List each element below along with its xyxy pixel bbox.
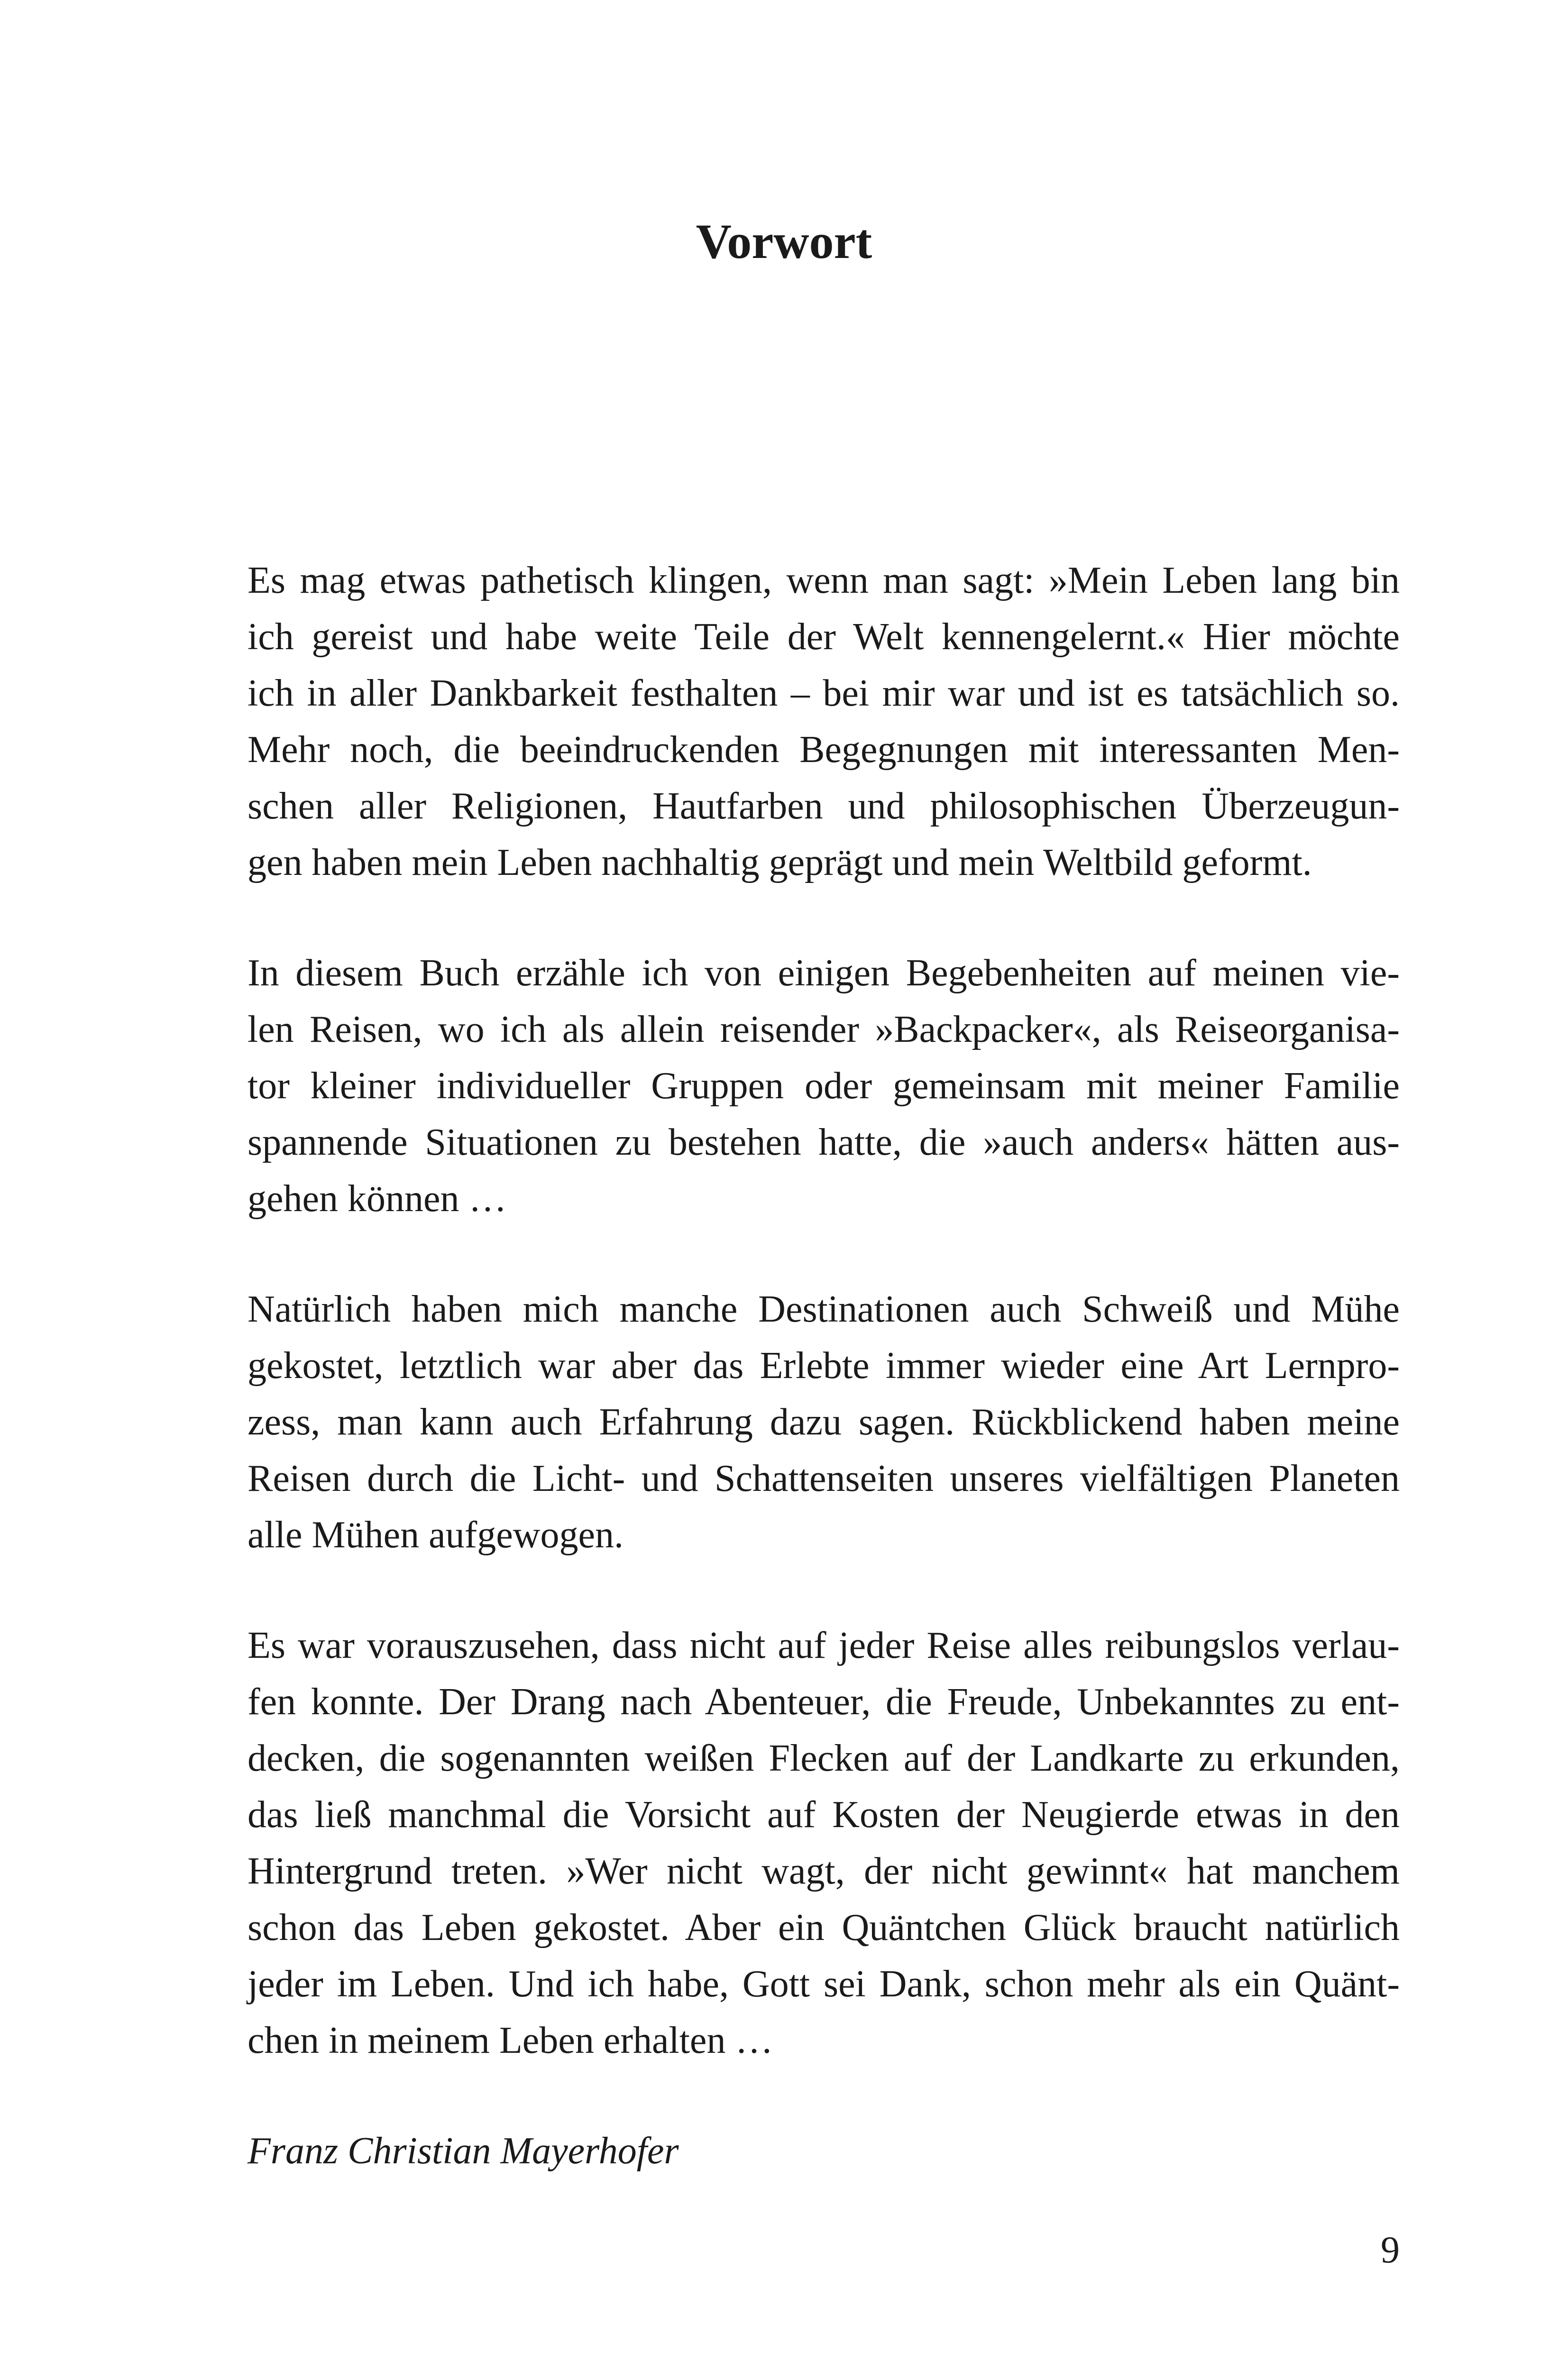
paragraph-4 (248, 1617, 1400, 2069)
text-line: chen in meinem Leben erhalten … (248, 2020, 773, 2061)
paragraph-2 (248, 945, 1400, 1227)
text-line: gehen können … (248, 1178, 507, 1220)
text-line: ich in aller Dankbarkeit festhalten – bei mir war und ist es tatsächlich so. (248, 672, 1400, 714)
text-line: jeder im Leben. Und ich habe, Gott sei Dank, schon mehr als ein Quänt- (248, 1963, 1400, 2005)
paragraph-1 (248, 552, 1400, 891)
author-signature: Franz Christian Mayerhofer (248, 2130, 679, 2172)
text-line: Hintergrund treten. »Wer nicht wagt, der nicht gewinnt« hat manchem (248, 1850, 1400, 1892)
text-line: gekostet, letztlich war aber das Erlebte immer wieder eine Art Lernpro- (248, 1345, 1400, 1387)
page-title: Vorwort (696, 214, 872, 269)
text-line: len Reisen, wo ich als allein reisender »Backpacker«, als Reiseorganisa- (248, 1009, 1400, 1050)
text-line: schen aller Religionen, Hautfarben und philosophischen Überzeugun- (248, 785, 1400, 827)
text-line: zess, man kann auch Erfahrung dazu sagen. Rückblickend haben meine (248, 1401, 1400, 1443)
text-line: Natürlich haben mich manche Destinationen auch Schweiß und Mühe (248, 1288, 1400, 1330)
text-line: Es war vorauszusehen, dass nicht auf jeder Reise alles reibungslos verlau- (248, 1625, 1400, 1666)
paragraph-3 (248, 1281, 1400, 1563)
text-line: spannende Situationen zu bestehen hatte, die »auch anders« hätten aus- (248, 1121, 1400, 1163)
text-line: In diesem Buch erzähle ich von einigen Begebenheiten auf meinen vie- (248, 952, 1400, 994)
text-line: fen konnte. Der Drang nach Abenteuer, die Freude, Unbekanntes zu ent- (248, 1681, 1400, 1723)
body-text (248, 552, 1400, 2179)
text-line: gen haben mein Leben nachhaltig geprägt und mein Weltbild geformt. (248, 842, 1312, 883)
text-line: Reisen durch die Licht- und Schattenseiten unseres vielfältigen Planeten (248, 1458, 1400, 1499)
page-number: 9 (1381, 2229, 1400, 2271)
text-line: Mehr noch, die beeindruckenden Begegnungen mit interessanten Men- (248, 729, 1400, 771)
text-line: decken, die sogenannten weißen Flecken auf der Landkarte zu erkunden, (248, 1737, 1400, 1779)
text-line: ich gereist und habe weite Teile der Welt kennengelernt.« Hier möchte (248, 616, 1400, 658)
text-line: alle Mühen aufgewogen. (248, 1514, 624, 1556)
text-line: Es mag etwas pathetisch klingen, wenn man sagt: »Mein Leben lang bin (248, 560, 1400, 601)
text-line: tor kleiner individueller Gruppen oder gemeinsam mit meiner Familie (248, 1065, 1400, 1107)
text-line: das ließ manchmal die Vorsicht auf Kosten der Neugierde etwas in den (248, 1794, 1400, 1836)
text-line: schon das Leben gekostet. Aber ein Quäntchen Glück braucht natürlich (248, 1907, 1400, 1948)
